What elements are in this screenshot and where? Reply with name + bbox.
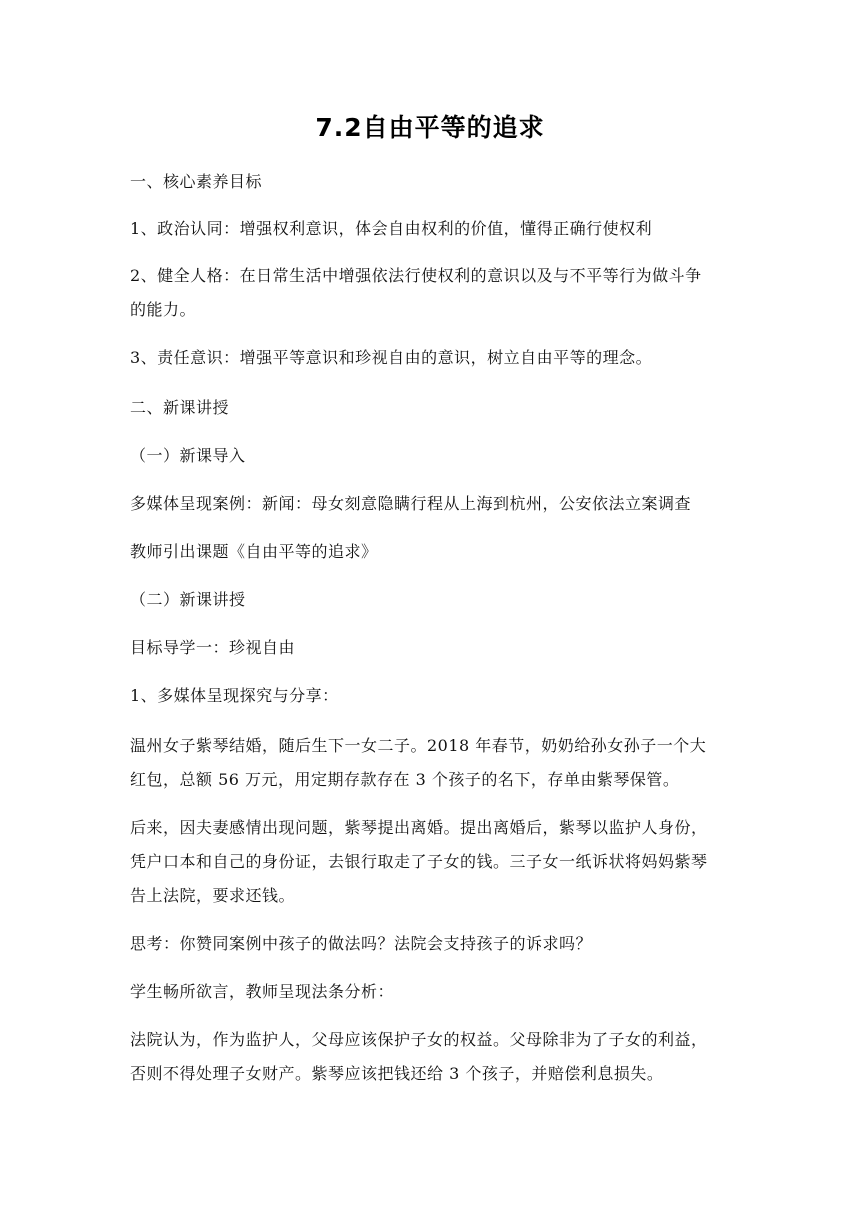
objective-1: 1、政治认同：增强权利意识，体会自由权利的价值，懂得正确行使权利	[130, 219, 653, 238]
subsection-intro: （一）新课导入	[130, 446, 246, 465]
court-paragraph-line-1: 法院认为，作为监护人，父母应该保护子女的权益。父母除非为了子女的利益，	[130, 1030, 708, 1049]
goal-heading: 目标导学一：珍视自由	[130, 638, 296, 657]
section-heading-new-lesson: 二、新课讲授	[130, 398, 230, 417]
objective-2-line-2: 的能力。	[130, 300, 197, 319]
discussion-question: 思考：你赞同案例中孩子的做法吗？法院会支持孩子的诉求吗？	[130, 934, 593, 953]
court-paragraph-line-2: 否则不得处理子女财产。紫琴应该把钱还给 3 个孩子，并赔偿利息损失。	[130, 1064, 664, 1083]
objective-2-line-1: 2、健全人格：在日常生活中增强依法行使权利的意识以及与不平等行为做斗争	[130, 266, 702, 285]
intro-topic: 教师引出课题《自由平等的追求》	[130, 542, 378, 561]
objective-3: 3、责任意识：增强平等意识和珍视自由的意识，树立自由平等的理念。	[130, 348, 653, 367]
page-title: 7.2自由平等的追求	[315, 113, 545, 142]
section-heading-objectives: 一、核心素养目标	[130, 172, 263, 191]
subsection-teaching: （二）新课讲授	[130, 590, 246, 609]
case-paragraph-1-line-2: 红包，总额 56 万元，用定期存款存在 3 个孩子的名下，存单由紫琴保管。	[130, 770, 680, 789]
case-paragraph-2-line-1: 后来，因夫妻感情出现问题，紫琴提出离婚。提出离婚后，紫琴以监护人身份，	[130, 818, 708, 837]
activity-heading: 1、多媒体呈现探究与分享：	[130, 686, 339, 705]
intro-case: 多媒体呈现案例：新闻：母女刻意隐瞒行程从上海到杭州，公安依法立案调查	[130, 494, 692, 513]
case-paragraph-1-line-1: 温州女子紫琴结婚，随后生下一女二子。2018 年春节，奶奶给孙女孙子一个大	[130, 736, 707, 755]
case-paragraph-2-line-2: 凭户口本和自己的身份证，去银行取走了子女的钱。三子女一纸诉状将妈妈紫琴	[130, 852, 708, 871]
case-paragraph-2-line-3: 告上法院，要求还钱。	[130, 886, 296, 905]
student-activity: 学生畅所欲言，教师呈现法条分析：	[130, 982, 395, 1001]
